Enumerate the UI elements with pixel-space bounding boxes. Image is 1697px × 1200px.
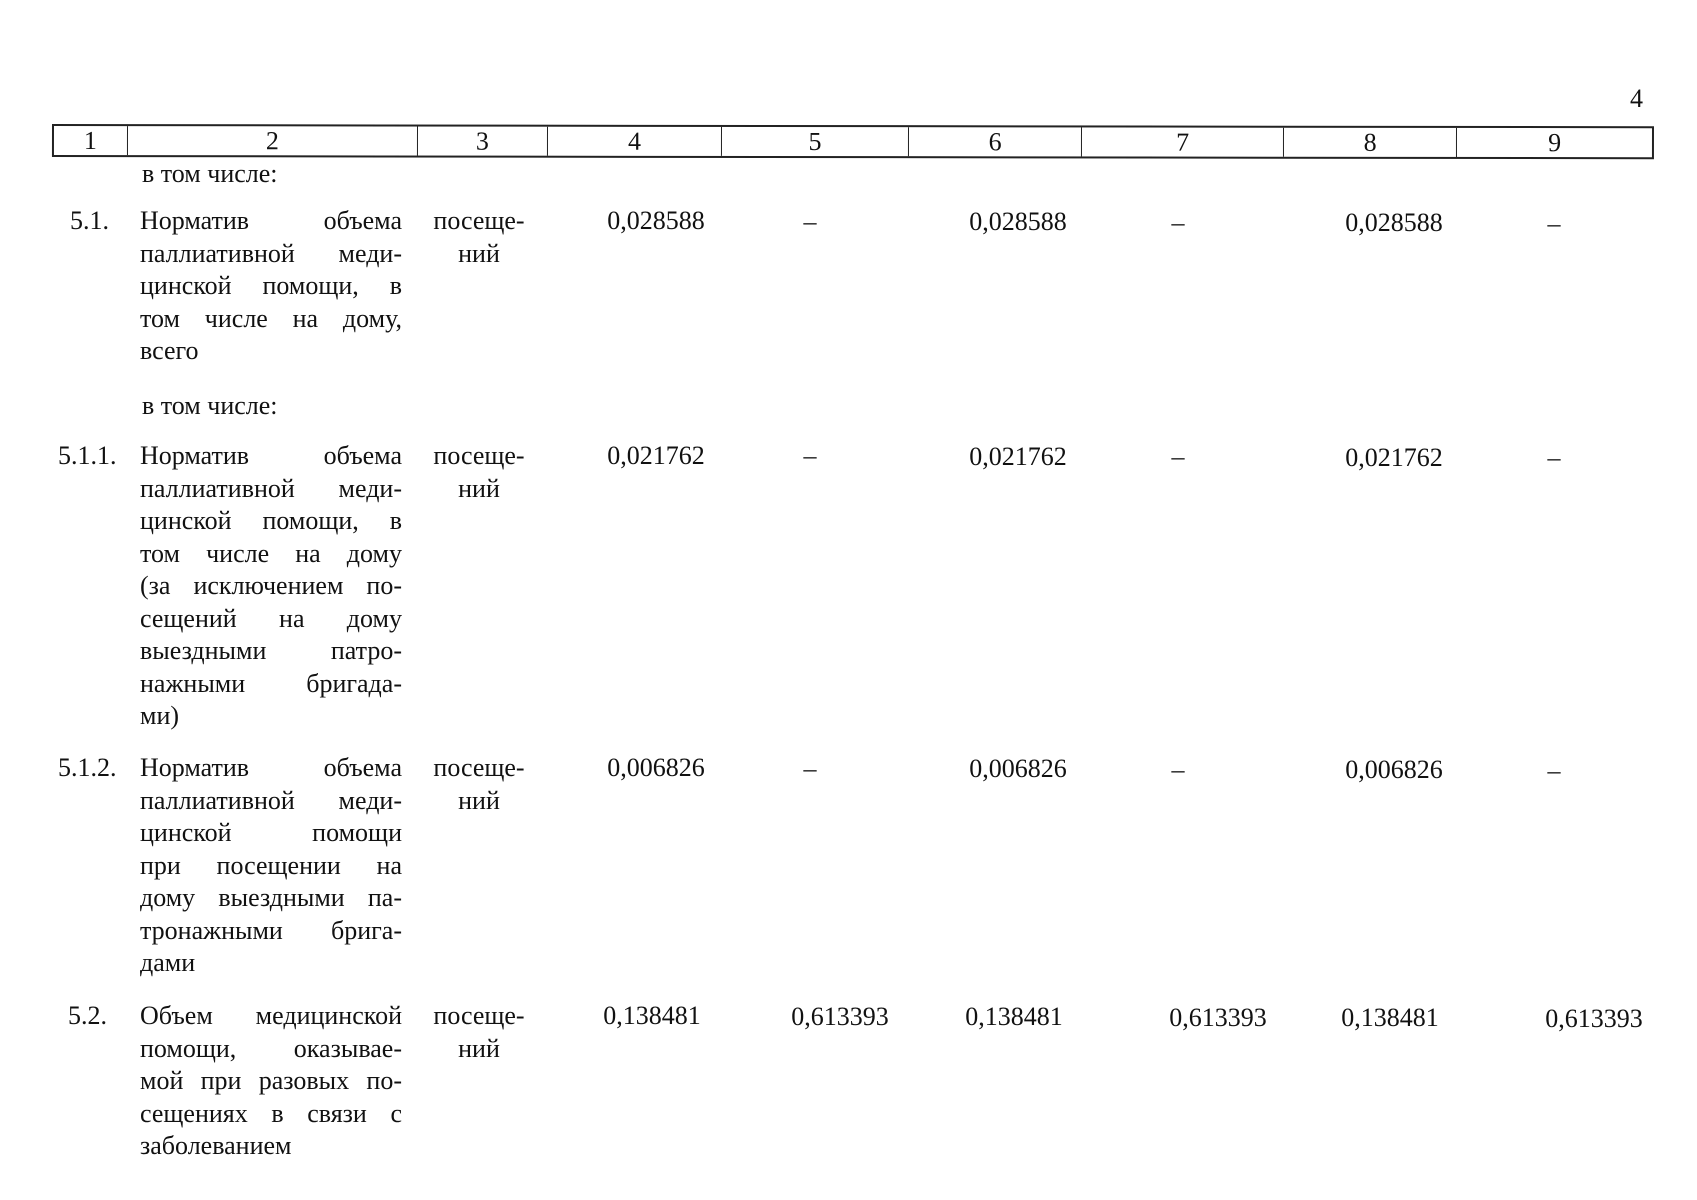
label-line: Объем медицинской — [140, 1001, 402, 1030]
header-cell-4: 4 — [548, 127, 723, 156]
label-line: цинской помощи — [140, 818, 402, 847]
value-col-6: 0,028588 — [969, 207, 1067, 236]
header-cell-5: 5 — [722, 127, 909, 156]
header-cell-8: 8 — [1284, 128, 1458, 157]
unit-line: ний — [458, 785, 500, 815]
row-number: 5.1. — [70, 206, 109, 235]
label-line: всего — [140, 336, 199, 365]
value-col-8: 0,028588 — [1345, 208, 1443, 237]
unit-line: посеще- — [433, 753, 525, 782]
value-col-9: – — [1547, 209, 1561, 238]
header-cell-9: 9 — [1548, 128, 1562, 158]
label-line: паллиативной меди- — [140, 785, 402, 815]
value-col-6: 0,138481 — [965, 1002, 1063, 1031]
unit-line: посеще- — [433, 1001, 525, 1030]
row-number: 5.1.2. — [58, 753, 117, 782]
value-col-7: – — [1171, 442, 1185, 471]
unit-line: посеще- — [433, 206, 525, 235]
value-col-5: 0,613393 — [791, 1002, 889, 1031]
label-line: мой при разовых по- — [140, 1066, 402, 1095]
value-col-9: 0,613393 — [1545, 1004, 1643, 1033]
label-line: цинской помощи, в — [140, 506, 402, 535]
header-cell-7: 7 — [1082, 127, 1284, 156]
label-line: паллиативной меди- — [140, 238, 402, 268]
value-col-8: 0,006826 — [1345, 755, 1443, 784]
label-line: Норматив объема — [140, 441, 402, 470]
including-label-middle: в том числе: — [142, 391, 278, 420]
row-label — [140, 205, 402, 368]
value-col-9: – — [1547, 443, 1561, 472]
label-line: дами — [140, 948, 196, 977]
label-line: Норматив объема — [140, 753, 402, 782]
label-line: паллиативной меди- — [140, 473, 402, 503]
including-label-top: в том числе: — [142, 159, 278, 188]
value-col-7: – — [1171, 755, 1185, 784]
row-label — [140, 1000, 402, 1163]
unit-line: ний — [458, 473, 500, 503]
label-line: нажными бригада- — [140, 668, 402, 698]
value-col-4: 0,006826 — [607, 753, 705, 782]
value-col-4: 0,028588 — [607, 206, 705, 235]
value-col-5: – — [803, 207, 817, 236]
row-label — [140, 752, 402, 980]
row-unit — [428, 1000, 530, 1065]
table-header-row — [52, 124, 1654, 159]
label-line: дому выездными па- — [140, 883, 402, 912]
label-line: при посещении на — [140, 850, 402, 880]
value-col-6: 0,006826 — [969, 754, 1067, 783]
row-unit — [428, 205, 530, 270]
header-cell-2: 2 — [128, 126, 418, 155]
value-col-7: 0,613393 — [1169, 1003, 1267, 1032]
header-cell-6: 6 — [909, 127, 1083, 156]
row-unit — [428, 752, 530, 817]
page-number: 4 — [1630, 84, 1643, 113]
row-number: 5.1.1. — [58, 441, 117, 470]
label-line: том числе на дому, — [140, 303, 402, 333]
label-line: Норматив объема — [140, 206, 402, 235]
label-line: помощи, оказывае- — [140, 1033, 402, 1063]
label-line: том числе на дому — [140, 538, 402, 568]
row-unit — [428, 440, 530, 505]
label-line: тронажными брига- — [140, 915, 402, 945]
label-line: (за исключением по- — [140, 571, 402, 600]
label-line: сещениях в связи с — [140, 1098, 402, 1128]
label-line: цинской помощи, в — [140, 271, 402, 300]
row-label — [140, 440, 402, 733]
value-col-6: 0,021762 — [969, 442, 1067, 471]
label-line: заболеванием — [140, 1131, 292, 1160]
value-col-4: 0,021762 — [607, 441, 705, 470]
unit-line: посеще- — [433, 441, 525, 470]
unit-line: ний — [458, 238, 500, 268]
row-number: 5.2. — [68, 1001, 107, 1030]
header-cell-3: 3 — [418, 127, 548, 156]
value-col-8: 0,138481 — [1341, 1003, 1439, 1032]
unit-line: ний — [458, 1033, 500, 1063]
value-col-4: 0,138481 — [603, 1001, 701, 1030]
header-cell-1: 1 — [54, 126, 128, 155]
value-col-9: – — [1547, 756, 1561, 785]
value-col-5: – — [803, 441, 817, 470]
label-line: выездными патро- — [140, 636, 402, 665]
value-col-5: – — [803, 754, 817, 783]
label-line: сещений на дому — [140, 603, 402, 633]
label-line: ми) — [140, 701, 180, 730]
value-col-8: 0,021762 — [1345, 443, 1443, 472]
value-col-7: – — [1171, 208, 1185, 237]
